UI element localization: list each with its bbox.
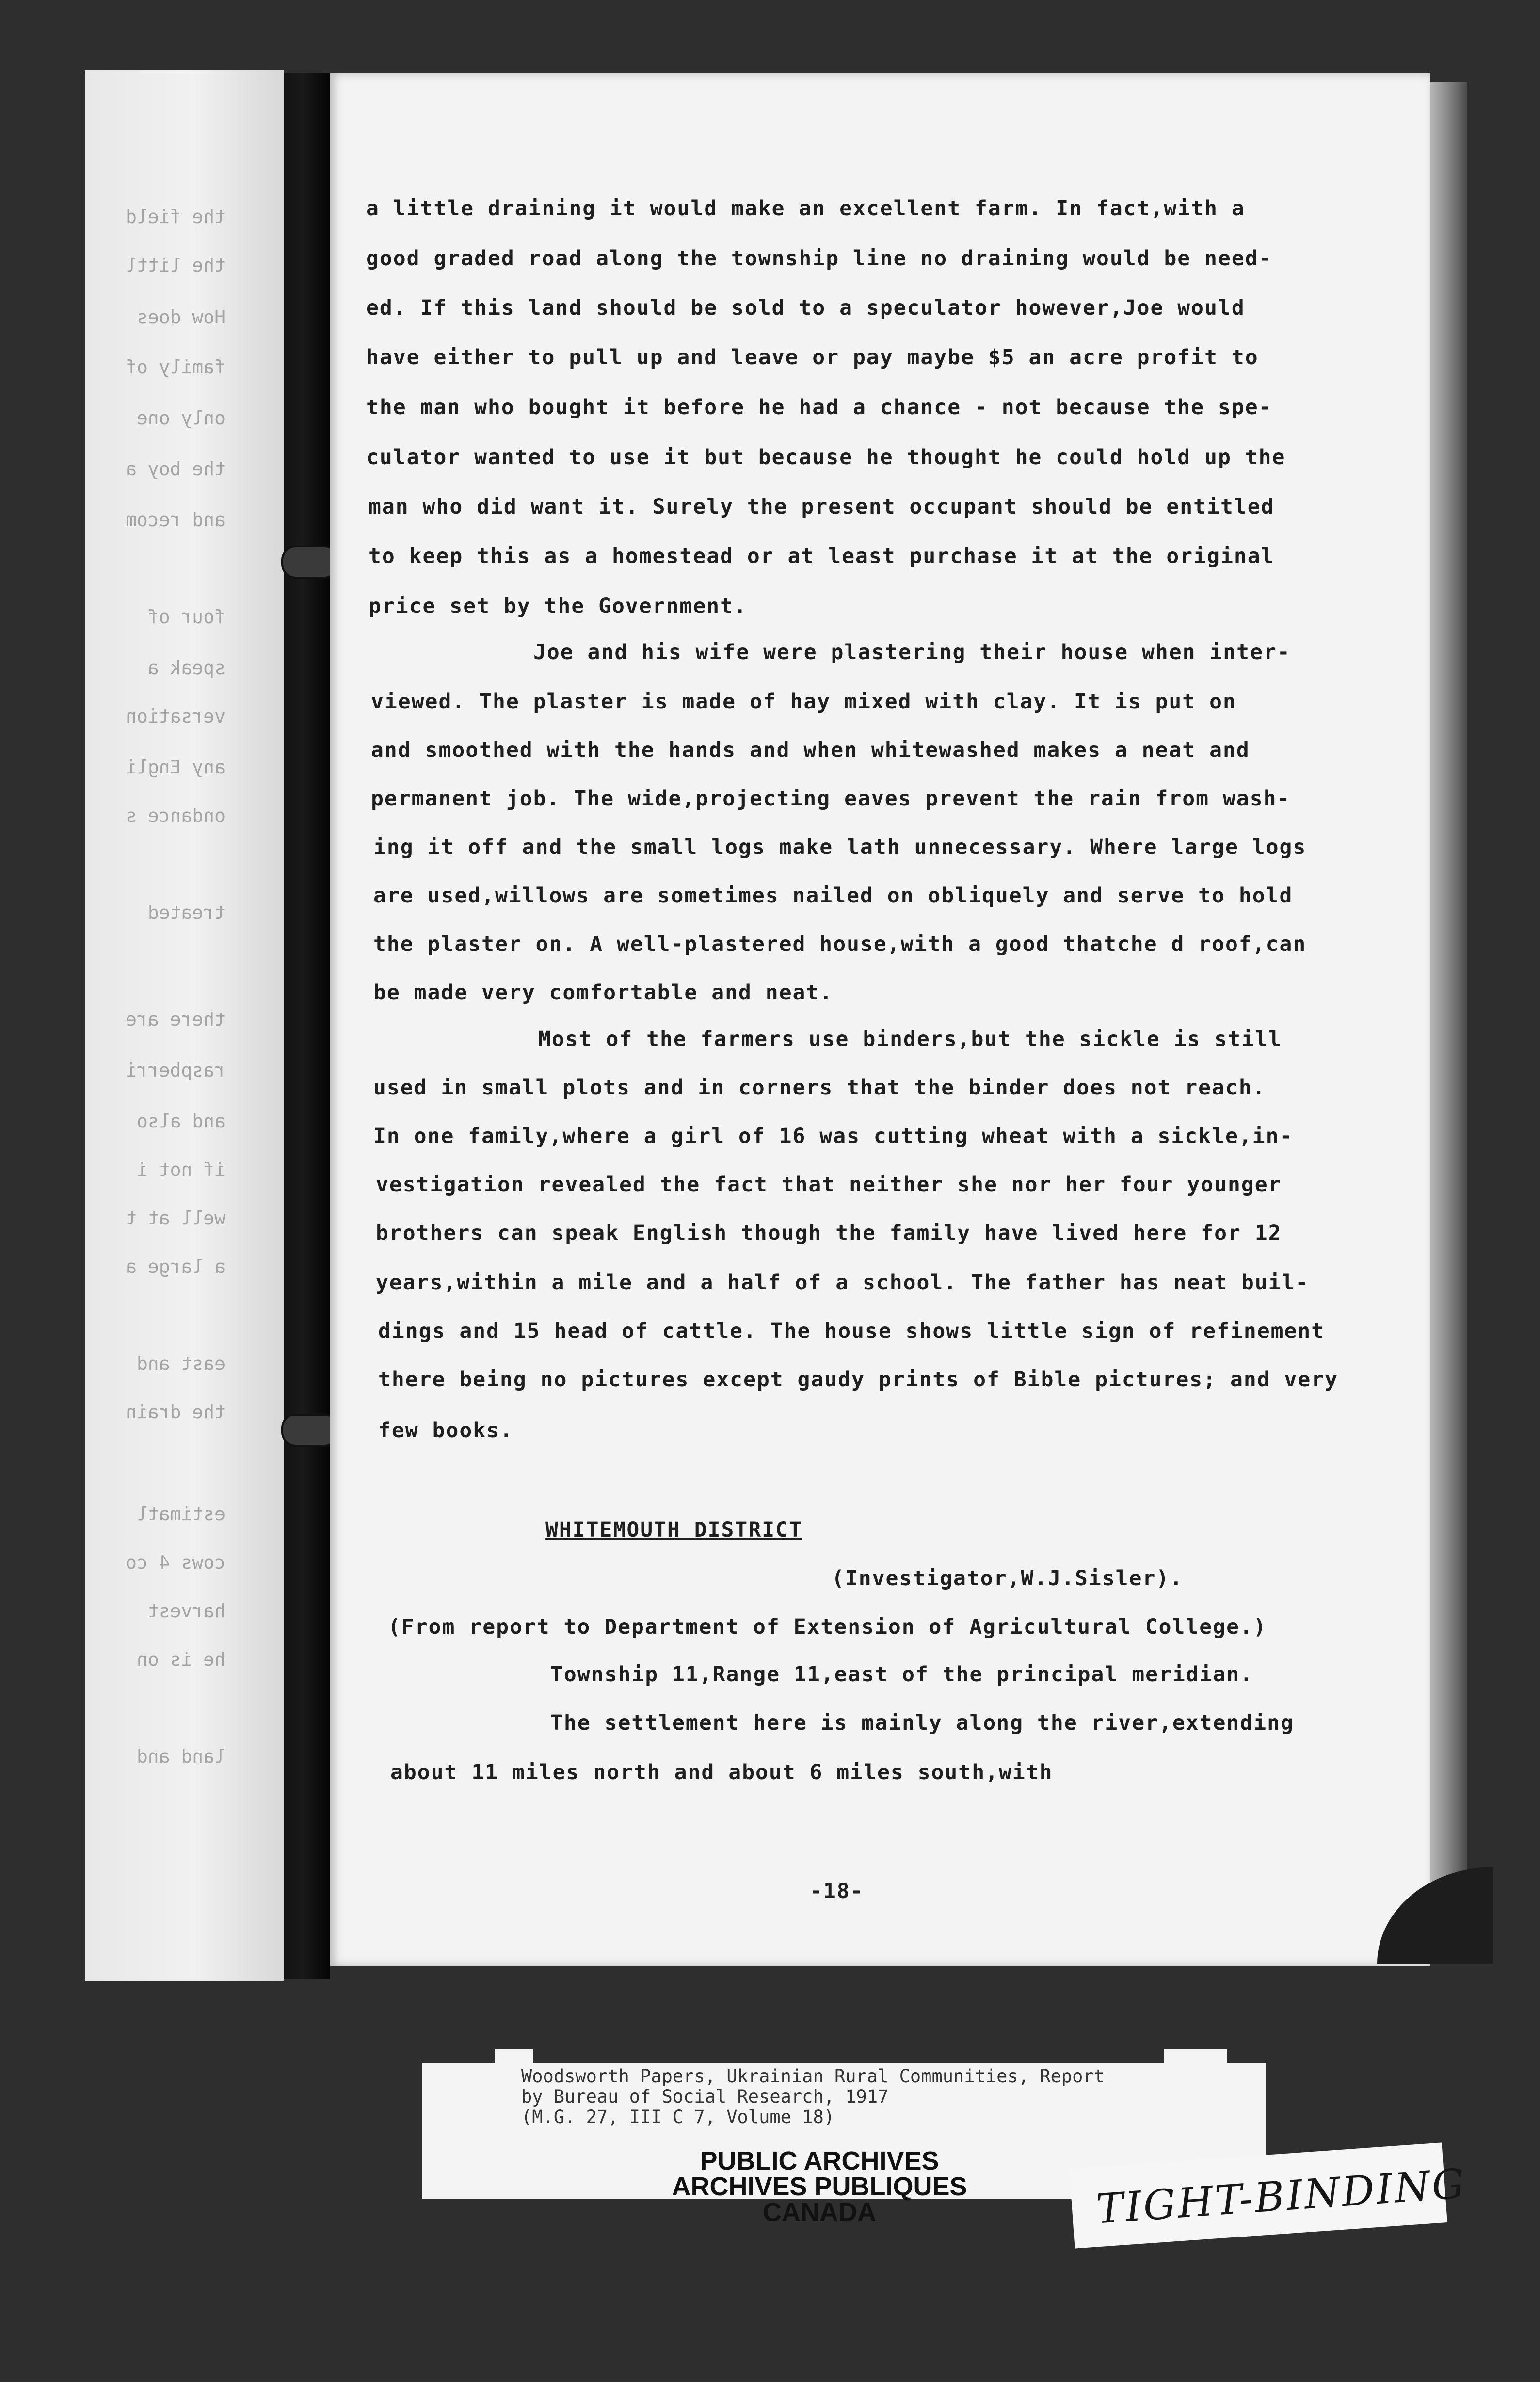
archive-name-line: CANADA (763, 2198, 876, 2227)
bleed-through-text: estimatl (136, 1503, 225, 1525)
investigator-line: (Investigator,W.J.Sisler). (832, 1566, 1184, 1591)
bleed-through-text: raspberri (126, 1060, 225, 1081)
bleed-through-text: only one (136, 407, 225, 429)
text-line: vestigation revealed the fact that neither she nor her four younger (376, 1173, 1282, 1197)
text-line: good graded road along the township line no draining would be need- (366, 246, 1272, 271)
bleed-through-text: a large a (126, 1256, 225, 1277)
binding-gutter (284, 73, 330, 1979)
text-line: The settlement here is mainly along the river,extending (550, 1711, 1294, 1735)
text-line: brothers can speak English though the family have lived here for 12 (376, 1221, 1282, 1245)
bleed-through-text: the drain (126, 1401, 225, 1423)
bleed-through-text: and also (136, 1111, 225, 1132)
bleed-through-text: well at t (126, 1207, 225, 1229)
bleed-through-text: and recom (126, 509, 225, 531)
archive-name-line: PUBLIC ARCHIVES (700, 2146, 939, 2175)
text-line: a little draining it would make an excellent farm. In fact,with a (366, 196, 1245, 221)
text-line: price set by the Government. (369, 594, 747, 618)
label-note-line: by Bureau of Social Research, 1917 (521, 2086, 889, 2107)
label-note-line: Woodsworth Papers, Ukrainian Rural Communities, Report (521, 2066, 1105, 2087)
text-line: about 11 miles north and about 6 miles south,with (390, 1760, 1053, 1785)
bleed-through-text: the field (126, 206, 225, 227)
bleed-through-text: harvest (147, 1600, 225, 1622)
text-line: man who did want it. Surely the present occupant should be entitled (369, 495, 1275, 519)
text-line: are used,willows are sometimes nailed on obliquely and serve to hold (373, 884, 1293, 908)
text-line: permanent job. The wide,projecting eaves prevent the rain from wash- (371, 787, 1291, 811)
text-line: have either to pull up and leave or pay maybe $5 an acre profit to (366, 345, 1259, 370)
text-line: and smoothed with the hands and when whitewashed makes a neat and (371, 738, 1250, 762)
bleed-through-text: the boy a (126, 458, 225, 480)
text-line: culator wanted to use it but because he thought he could hold up the (366, 445, 1286, 469)
text-line: dings and 15 head of cattle. The house shows little sign of refinement (378, 1319, 1325, 1343)
bleed-through-text: four of (147, 606, 225, 628)
text-line: the plaster on. A well-plastered house,with a good thatche d roof,can (373, 932, 1307, 956)
label-note-line: (M.G. 27, III C 7, Volume 18) (521, 2107, 835, 2127)
page-number: -18- (810, 1879, 864, 1903)
text-line: years,within a mile and a half of a school. The father has neat buil- (376, 1271, 1309, 1295)
bleed-through-text: east and (136, 1353, 225, 1374)
text-line: the man who bought it before he had a chance - not because the spe- (366, 395, 1272, 419)
township-line: Township 11,Range 11,east of the principal meridian. (550, 1662, 1254, 1687)
bleed-through-text: if not i (136, 1159, 225, 1180)
bleed-through-text: treated (147, 902, 225, 923)
text-line: used in small plots and in corners that the binder does not reach. (373, 1076, 1266, 1100)
text-line: viewed. The plaster is made of hay mixed with clay. It is put on (371, 690, 1236, 714)
bleed-through-text: versation (126, 706, 225, 727)
bleed-through-text: he is on (136, 1649, 225, 1670)
bleed-through-text: the littl (126, 255, 225, 276)
bleed-through-text: How does (136, 306, 225, 328)
bleed-through-text: cows 4 co (126, 1552, 225, 1573)
bleed-through-text: there are (126, 1009, 225, 1030)
source-note: (From report to Department of Extension of Agricultural College.) (388, 1615, 1267, 1639)
bleed-through-text: family of (126, 356, 225, 378)
text-line: ing it off and the small logs make lath unnecessary. Where large logs (373, 835, 1307, 859)
text-line: Most of the farmers use binders,but the sickle is still (538, 1027, 1282, 1051)
bleed-through-text: land and (136, 1746, 225, 1767)
handwritten-note: TIGHT-BINDING (1094, 2159, 1468, 2233)
text-line: few books. (378, 1418, 513, 1443)
text-line: there being no pictures except gaudy prints of Bible pictures; and very (378, 1368, 1339, 1392)
bleed-through-text: ondance s (126, 805, 225, 826)
text-line: be made very comfortable and neat. (373, 981, 834, 1005)
bleed-through-text: any Engli (126, 756, 225, 778)
text-line: In one family,where a girl of 16 was cutting wheat with a sickle,in- (373, 1124, 1293, 1148)
bleed-through-text: speak a (147, 657, 225, 678)
archive-name-line: ARCHIVES PUBLIQUES (672, 2172, 967, 2201)
text-line: ed. If this land should be sold to a speculator however,Joe would (366, 296, 1245, 320)
text-line: Joe and his wife were plastering their house when inter- (533, 640, 1291, 664)
text-line: to keep this as a homestead or at least purchase it at the original (369, 544, 1275, 568)
section-heading: WHITEMOUTH DISTRICT (545, 1518, 802, 1542)
page-stack-edge (1428, 82, 1467, 1911)
